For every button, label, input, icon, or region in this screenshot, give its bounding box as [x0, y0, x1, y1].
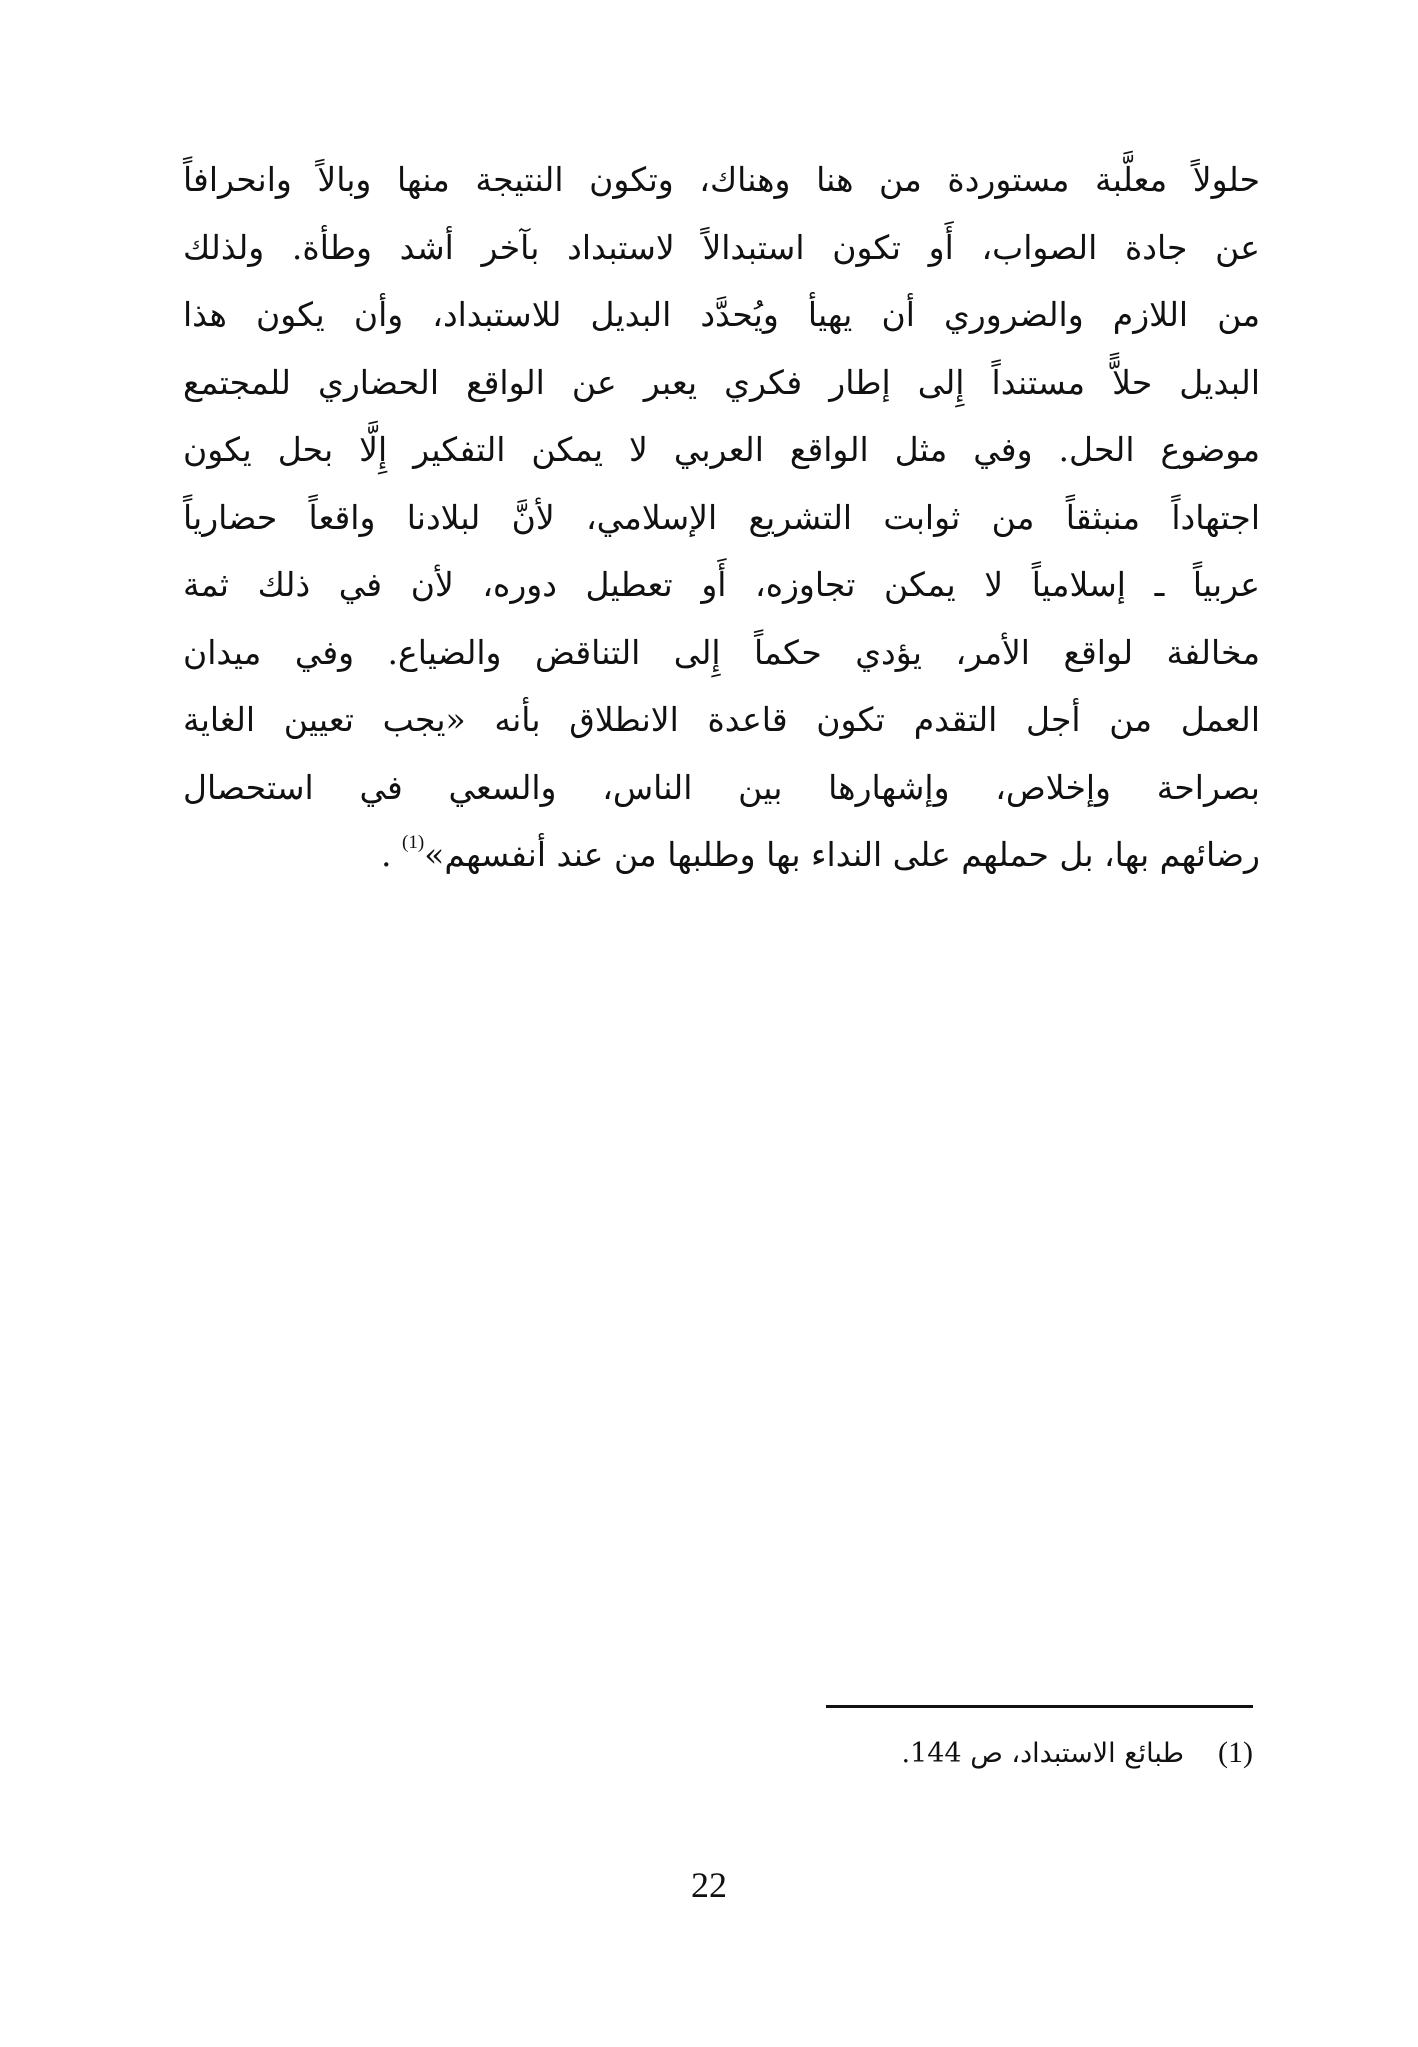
text-line: اجتهاداً منبثقاً من ثوابت التشريع الإسلامي، لأنَّ لبلادنا واقعاً حضارياً [183, 497, 1260, 537]
footnote-number: (1) [1218, 1736, 1253, 1769]
footnote-text: طبائع الاستبداد، ص 144. [901, 1738, 1184, 1769]
footnote-separator [826, 1705, 1253, 1708]
final-punctuation: . [381, 835, 402, 874]
footnote-reference[interactable]: (1) [401, 832, 425, 853]
text-line: بصراحة وإخلاص، وإشهارها بين الناس، والسعي في استحصال [183, 767, 1260, 807]
body-paragraph [183, 146, 1260, 889]
text-line: البديل حلاًّ مستنداً إِلى إطار فكري يعبر عن الواقع الحضاري للمجتمع [183, 362, 1260, 402]
text-line-content: رضائهم بها، بل حملهم على النداء بها وطلبها من عند أنفسهم» [424, 835, 1260, 874]
page-number: 22 [691, 1865, 727, 1905]
text-line: مخالفة لواقع الأمر، يؤدي حكماً إِلى التناقض والضياع. وفي ميدان [183, 632, 1260, 672]
footnote [901, 1728, 1253, 1779]
text-line: حلولاً معلَّبة مستوردة من هنا وهناك، وتكون النتيجة منها وبالاً وانحرافاً [183, 160, 1260, 199]
text-line: العمل من أجل التقدم تكون قاعدة الانطلاق بأنه «يجب تعيين الغاية [183, 700, 1260, 739]
text-line-last [183, 821, 1260, 889]
text-line: عن جادة الصواب، أَو تكون استبدالاً لاستبداد بآخر أشد وطأة. ولذلك [183, 227, 1260, 267]
text-line: عربياً ـ إسلامياً لا يمكن تجاوزه، أَو تعطيل دوره، لأن في ذلك ثمة [183, 565, 1260, 604]
text-line: من اللازم والضروري أن يهيأ ويُحدَّد البديل للاستبداد، وأن يكون هذا [183, 295, 1260, 334]
text-line: موضوع الحل. وفي مثل الواقع العربي لا يمكن التفكير إِلَّا بحل يكون [183, 430, 1260, 469]
